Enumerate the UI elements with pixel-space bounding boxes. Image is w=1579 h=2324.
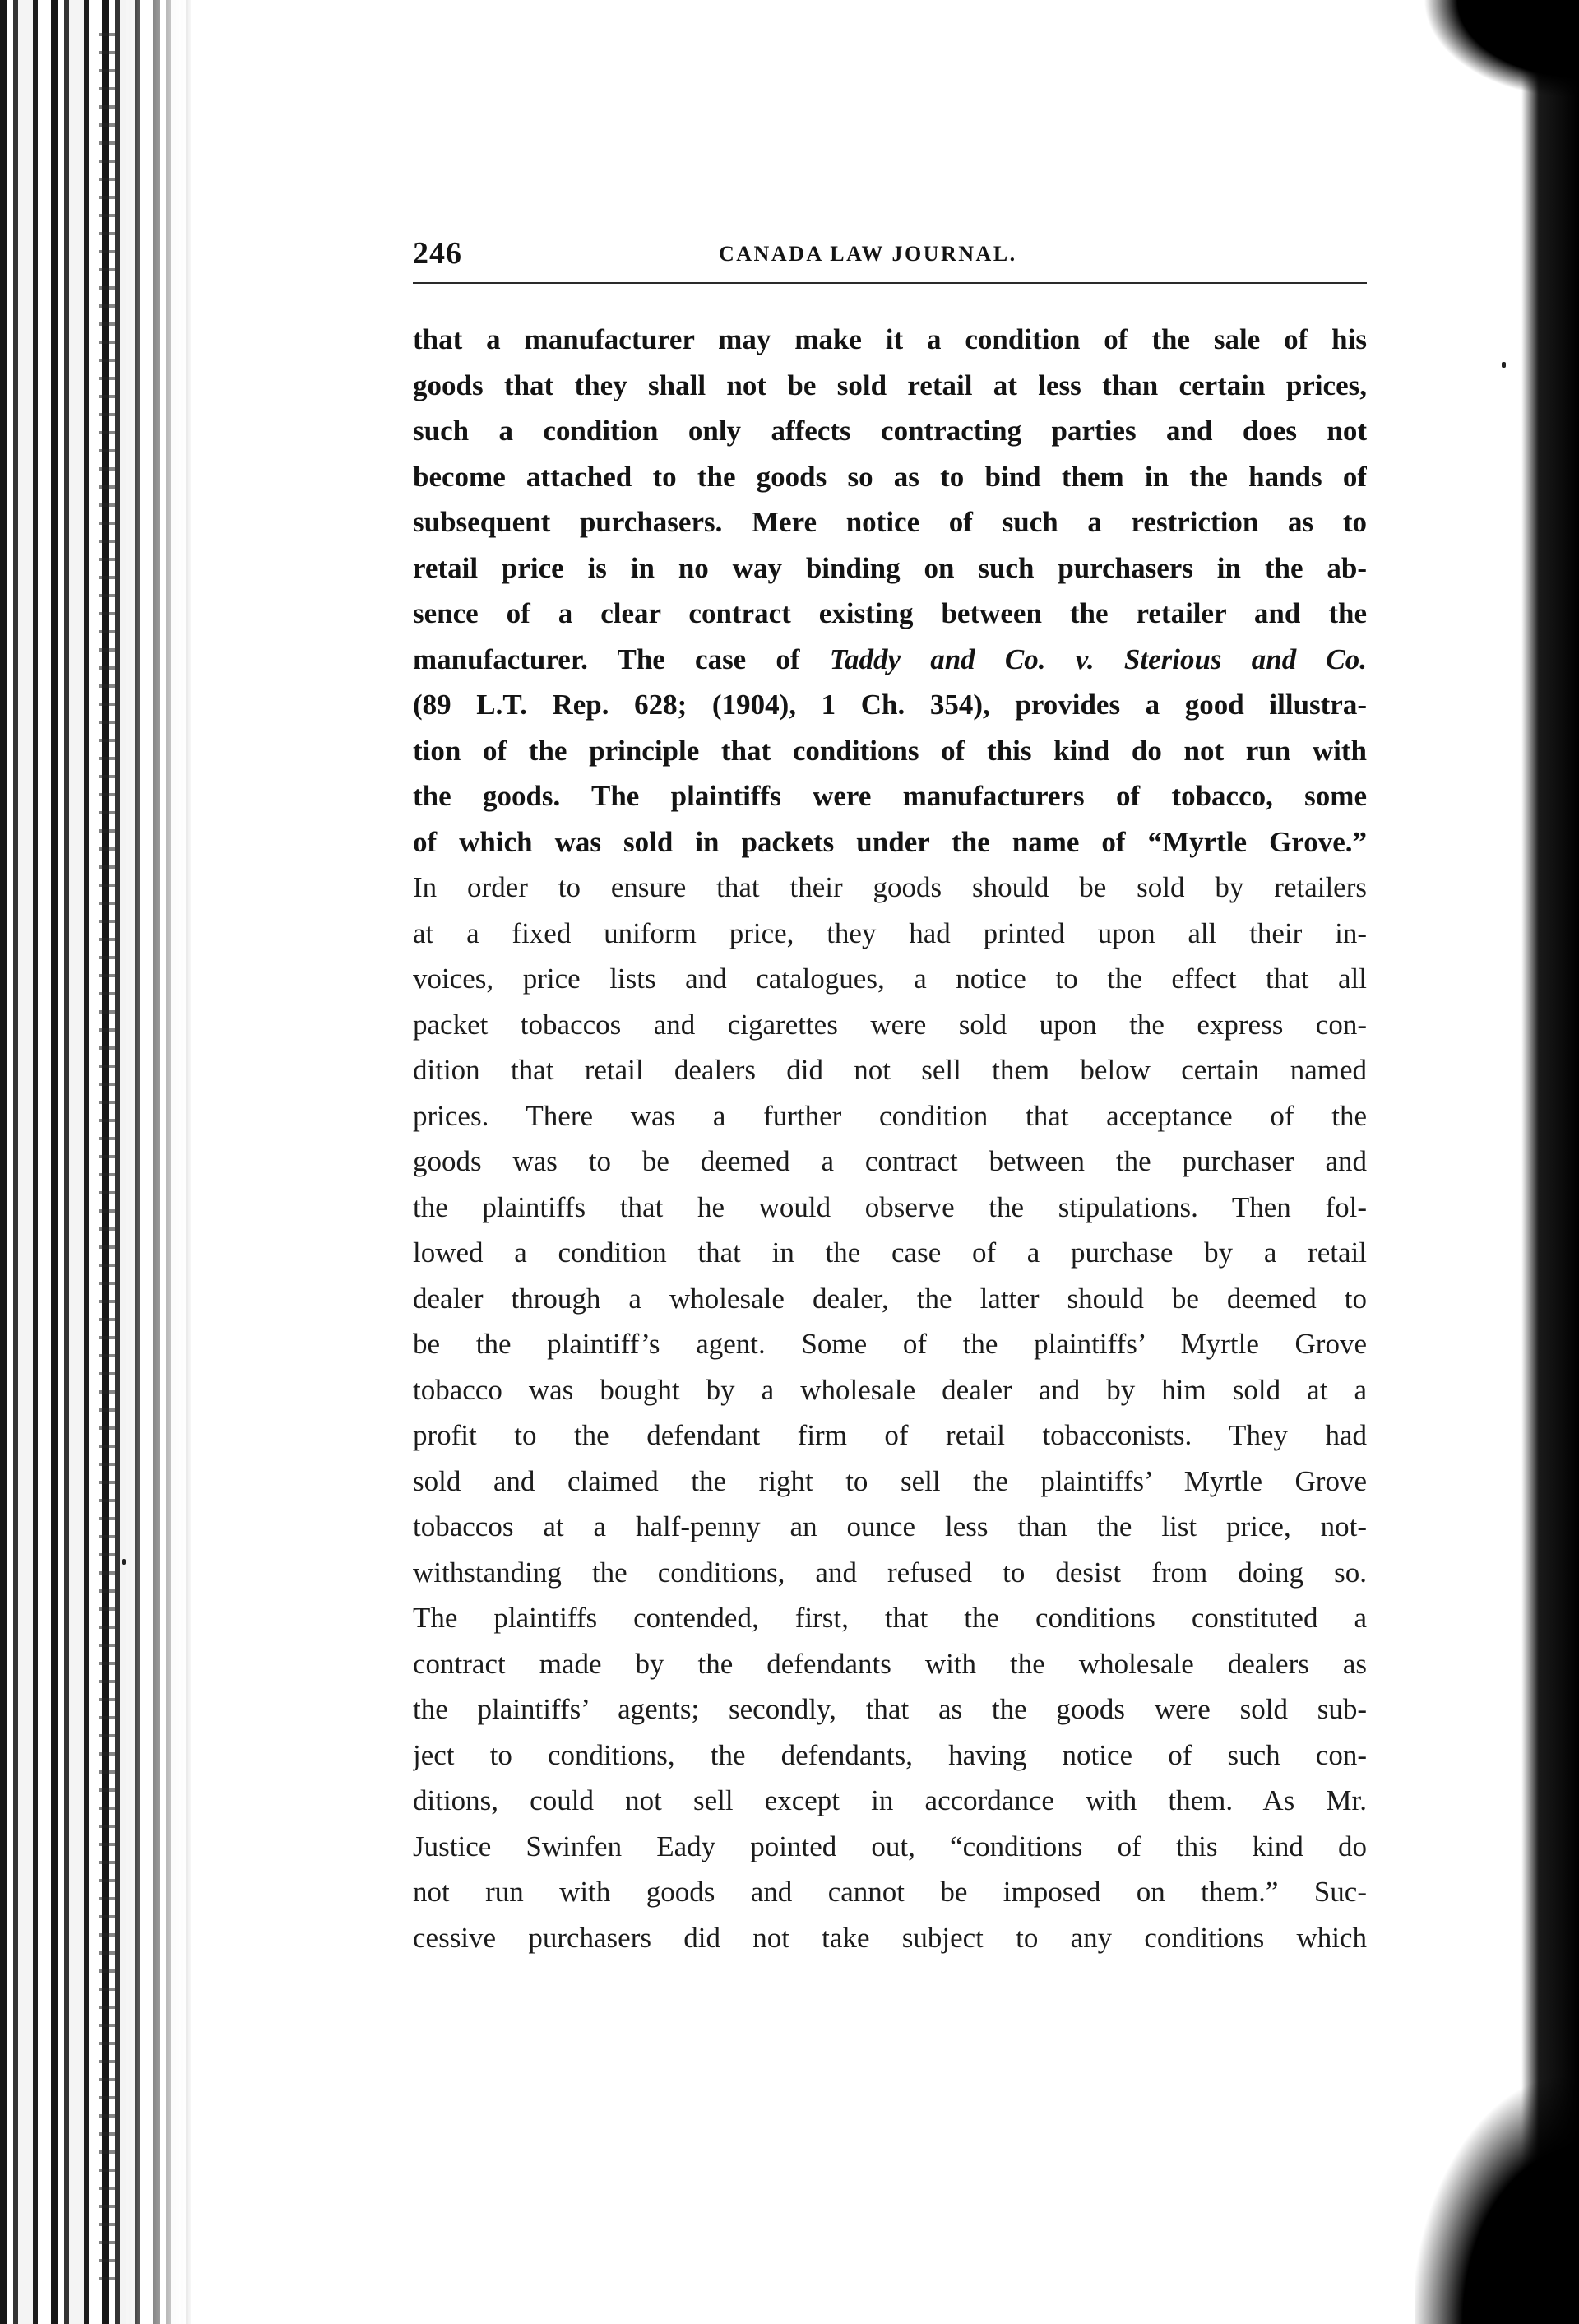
text-line: tobaccos at a half-penny an ounce less than the list price, not- [413, 1510, 1367, 1542]
text-line: goods that they shall not be sold retail at less than certain prices, [413, 369, 1367, 401]
text-line: profit to the defendant firm of retail tobacconists. They had [413, 1419, 1367, 1451]
text-line: lowed a condition that in the case of a purchase by a retail [413, 1236, 1367, 1269]
header-rule [413, 282, 1367, 284]
text-line: Justice Swinfen Eady pointed out, “conditions of this kind do [413, 1830, 1367, 1862]
text-line: the plaintiffs’ agents; secondly, that as the goods were sold sub- [413, 1693, 1367, 1725]
text-line: dition that retail dealers did not sell them below certain named [413, 1054, 1367, 1086]
text-line: dealer through a wholesale dealer, the latter should be deemed to [413, 1282, 1367, 1315]
text-line: of which was sold in packets under the name of “Myrtle Grove.” [413, 825, 1367, 858]
text-line: that a manufacturer may make it a condition of the sale of his [413, 323, 1367, 355]
scan-corner-top-right [1423, 0, 1579, 99]
scan-binding-edge-left [0, 0, 193, 2324]
text-line: In order to ensure that their goods should be sold by retailers [413, 871, 1367, 903]
text-line: the plaintiffs that he would observe the stipulations. Then fol- [413, 1190, 1367, 1223]
scan-binding-marks [99, 33, 115, 2287]
page-number: 246 [413, 236, 462, 271]
scan-corner-bottom-right [1415, 2077, 1579, 2324]
case-name: Taddy and Co. v. Sterious and Co. [829, 642, 1367, 675]
text-line: The plaintiffs contended, first, that the conditions constituted a [413, 1602, 1367, 1634]
text-line: ject to conditions, the defendants, having notice of such con- [413, 1738, 1367, 1771]
text-line: sold and claimed the right to sell the plaintiffs’ Myrtle Grove [413, 1464, 1367, 1497]
body-text [413, 317, 1367, 1960]
text-line: be the plaintiff’s agent. Some of the plaintiffs’ Myrtle Grove [413, 1328, 1367, 1360]
text-line: tobacco was bought by a wholesale dealer and by him sold at a [413, 1373, 1367, 1406]
text-line: contract made by the defendants with the wholesale dealers as [413, 1647, 1367, 1680]
text-line: goods was to be deemed a contract between the purchaser and [413, 1145, 1367, 1177]
text-line: cessive purchasers did not take subject to any conditions which [413, 1921, 1367, 1954]
text-segment: manufacturer. The case of [413, 642, 800, 675]
text-line: retail price is in no way binding on such purchasers in the ab- [413, 551, 1367, 584]
text-line: at a fixed uniform price, they had printed upon all their in- [413, 916, 1367, 949]
text-line: voices, price lists and catalogues, a notice to the effect that all [413, 963, 1367, 995]
text-line: such a condition only affects contracting parties and does not [413, 415, 1367, 447]
text-line: become attached to the goods so as to bind them in the hands of [413, 460, 1367, 493]
scan-edge-right [1521, 0, 1579, 2324]
text-line: prices. There was a further condition that acceptance of the [413, 1099, 1367, 1132]
text-line: the goods. The plaintiffs were manufacturers of tobacco, some [413, 780, 1367, 812]
text-line: subsequent purchasers. Mere notice of such a restriction as to [413, 506, 1367, 538]
text-line: not run with goods and cannot be imposed on them.” Suc- [413, 1876, 1367, 1908]
text-line-with-case-name [413, 637, 1367, 683]
scan-speck [1502, 362, 1506, 368]
text-line: sence of a clear contract existing between the retailer and the [413, 597, 1367, 629]
text-line: withstanding the conditions, and refused to desist from doing so. [413, 1556, 1367, 1589]
text-line: packet tobaccos and cigarettes were sold upon the express con- [413, 1008, 1367, 1041]
scan-speck [122, 1559, 126, 1565]
text-line: ditions, could not sell except in accordance with them. As Mr. [413, 1784, 1367, 1816]
text-line: tion of the principle that conditions of this kind do not run with [413, 734, 1367, 767]
running-head: CANADA LAW JOURNAL. [719, 242, 1017, 266]
text-line: (89 L.T. Rep. 628; (1904), 1 Ch. 354), provides a good illustra- [413, 689, 1367, 721]
page-header [413, 230, 1367, 280]
